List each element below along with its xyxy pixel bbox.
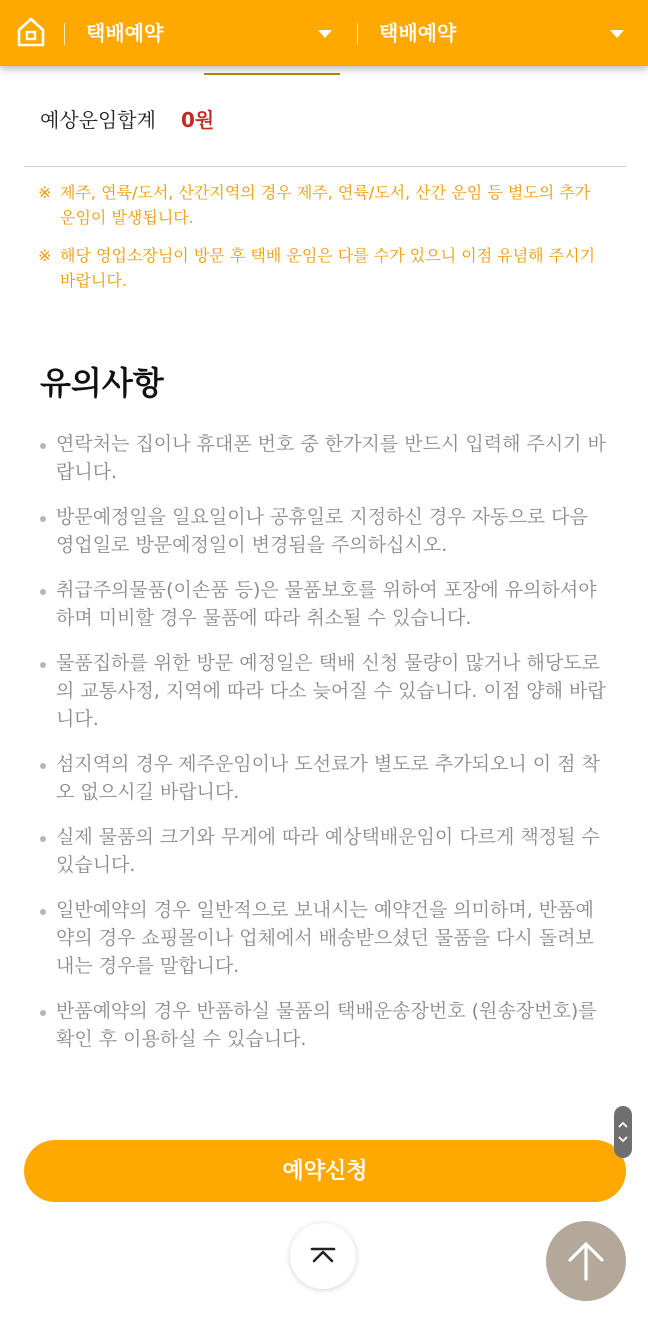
app-header [0,0,648,66]
reference-mark: ※ [38,183,52,202]
floating-up-button[interactable] [546,1221,626,1301]
notice-list [38,430,610,1070]
list-item [38,430,610,486]
header-title-right: 택배예약 [379,21,457,45]
notice-item-text: 반품예약의 경우 반품하실 물품의 택배운송장번호 (원송장번호)를 확인 후 이용하실 수 있습니다. [56,1000,597,1050]
notice-item-text: 실제 물품의 크기와 무게에 따라 예상택배운임이 다르게 책정될 수 있습니다. [56,826,600,876]
fare-note-text: 제주, 연륙/도서, 산간지역의 경우 제주, 연륙/도서, 산간 운임 등 별도의 추가 운임이 발생됩니다. [60,183,591,227]
header-separator [64,23,65,45]
notice-title: 유의사항 [40,364,164,402]
list-item [38,750,610,806]
bullet-dot [40,763,46,769]
fare-note-text: 해당 영업소장님이 방문 후 택배 운임은 다를 수가 있으니 이점 유념해 주시기 바랍니다. [60,246,596,290]
fare-notes [38,180,610,306]
list-item [38,576,610,632]
bullet-dot [40,662,46,668]
notice-item-text: 연락처는 집이나 휴대폰 번호 중 한가지를 반드시 입력해 주시기 바랍니다. [56,433,606,483]
list-item [38,823,610,879]
bullet-dot [40,1010,46,1016]
list-item [38,503,610,559]
bullet-dot [40,836,46,842]
header-separator [357,23,358,45]
notice-item-text: 일반예약의 경우 일반적으로 보내시는 예약건을 의미하며, 반품예약의 경우 쇼핑몰이나 업체에서 배송받으셨던 물품을 다시 돌려보내는 경우를 말합니다. [56,899,594,977]
total-fare-value: 0원 [181,108,215,132]
bullet-dot [40,516,46,522]
notice-item-text: 섬지역의 경우 제주운임이나 도선료가 별도로 추가되오니 이 점 착오 없으시길 바랍니다. [56,753,600,803]
arrow-up-icon [546,1221,626,1301]
bullet-dot [40,909,46,915]
caret-down-icon [318,30,332,38]
reference-mark: ※ [38,246,52,265]
fare-note [38,180,610,230]
reserve-submit-button[interactable]: 예약신청 [24,1140,626,1202]
category-dropdown-right[interactable] [366,0,642,66]
list-item [38,649,610,733]
scroll-handle-icon [614,1106,632,1158]
bullet-dot [40,443,46,449]
home-button[interactable] [14,15,48,49]
bullet-dot [40,589,46,595]
list-item [38,896,610,980]
notice-item-text: 취급주의물품(이손품 등)은 물품보호를 위하여 포장에 유의하셔야 하며 미비할 경우 물품에 따라 취소될 수 있습니다. [56,579,597,629]
notice-item-text: 물품집하를 위한 방문 예정일은 택배 신청 물량이 많거나 해당도로의 교통사정, 지역에 따라 다소 늦어질 수 있습니다. 이점 양해 바랍니다. [56,652,606,730]
header-title-left: 택배예약 [86,21,164,45]
divider [24,166,626,167]
notice-item-text: 방문예정일을 일요일이나 공휴일로 지정하신 경우 자동으로 다음 영업일로 방문예정일이 변경됨을 주의하십시오. [56,506,588,556]
scroll-top-button[interactable] [290,1223,356,1289]
chevron-up-icon [290,1223,356,1289]
home-icon [14,15,48,49]
caret-down-icon [610,30,624,38]
scrollbar-handle[interactable] [614,1106,632,1158]
fare-note [38,243,610,293]
list-item [38,997,610,1053]
total-fare-label: 예상운임합계 [40,108,156,132]
category-dropdown-left[interactable] [74,0,348,66]
